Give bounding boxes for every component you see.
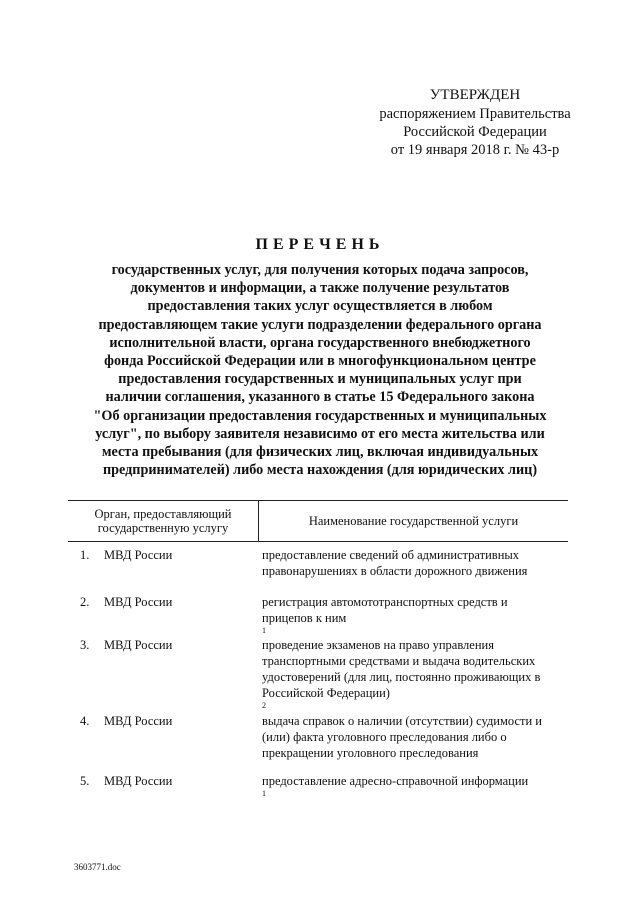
service-line-text: предоставление адресно-справочной информации <box>262 774 529 788</box>
service-line: правонарушениях в области дорожного движения <box>262 564 528 578</box>
subtitle-line: наличии соглашения, указанного в статье 15 Федерального закона <box>105 389 535 406</box>
subtitle-line: фонда Российской Федерации или в многофункциональном центре <box>104 353 536 370</box>
service-line: выдача справок о наличии (отсутствии) судимости и <box>262 714 542 728</box>
subtitle-line: предпринимателей) либо места нахождения (для юридических лиц) <box>102 462 538 479</box>
footnote-mark: 2 <box>262 700 266 710</box>
document-title: ПЕРЕЧЕНЬ <box>255 236 385 253</box>
header-col-service: Наименование государственной услуги <box>308 513 519 528</box>
subtitle-line: предоставления таких услуг осуществляется в любом <box>147 298 493 315</box>
row-service <box>262 637 562 717</box>
row-number: 2. <box>80 595 90 609</box>
row-service <box>262 713 562 761</box>
approval-line: распоряжением Правительства <box>379 106 571 122</box>
footnote-mark: 1 <box>262 625 266 635</box>
service-line: (или) факта уголовного преследования либо о <box>262 730 507 744</box>
subtitle-line: документов и информации, а также получение результатов <box>130 280 510 297</box>
subtitle-line: исполнительной власти, органа государственного внебюджетного <box>109 334 531 351</box>
service-line-text: Российской Федерации) <box>262 686 390 700</box>
subtitle-line: государственных услуг, для получения которых подача запросов, <box>111 262 529 278</box>
row-organ: МВД России <box>104 595 173 609</box>
header-col-organ-line: государственную услугу <box>97 521 229 535</box>
row-number: 4. <box>80 714 90 728</box>
header-col-organ-line: Орган, предоставляющий <box>94 507 232 521</box>
table-header <box>68 500 568 542</box>
header-col-organ <box>68 501 259 541</box>
service-line: прекращении уголовного преследования <box>262 746 479 760</box>
row-organ: МВД России <box>104 548 173 562</box>
approval-date: от 19 января 2018 г. № 43-р <box>390 142 560 158</box>
row-organ: МВД России <box>104 774 173 788</box>
approval-block <box>350 86 600 159</box>
service-line: удостоверений (для лиц, постоянно проживающих в <box>262 670 541 684</box>
approval-heading: УТВЕРЖДЕН <box>429 87 521 103</box>
row-service <box>262 773 562 805</box>
row-number: 3. <box>80 638 90 652</box>
service-line: регистрация автомототранспортных средств и <box>262 595 508 609</box>
row-number: 5. <box>80 774 90 788</box>
subtitle-line: предоставляющем такие услуги подразделении федерального органа <box>98 316 542 333</box>
subtitle-line: "Об организации предоставления государственных и муниципальных <box>93 407 547 424</box>
subtitle-line: места пребывания (для физических лиц, включая индивидуальных <box>101 444 539 461</box>
service-line-text: прицепов к ним <box>262 611 347 625</box>
row-number: 1. <box>80 548 90 562</box>
row-organ: МВД России <box>104 714 173 728</box>
row-organ: МВД России <box>104 638 173 652</box>
footnote-mark: 1 <box>262 788 266 798</box>
row-service <box>262 594 562 642</box>
subtitle-line: услуг", по выбору заявителя независимо от его места жительства или <box>95 425 545 442</box>
document-subtitle <box>60 261 580 479</box>
service-line <box>262 773 562 805</box>
subtitle-line: предоставления государственных и муниципальных услуг при <box>118 371 522 388</box>
service-line: предоставление сведений об административных <box>262 548 520 562</box>
row-service <box>262 547 562 579</box>
file-name: 3603771.doc <box>74 862 121 872</box>
service-line: проведение экзаменов на право управления <box>262 638 494 652</box>
approval-line: Российской Федерации <box>403 124 547 140</box>
service-line: транспортными средствами и выдача водительских <box>262 654 536 668</box>
